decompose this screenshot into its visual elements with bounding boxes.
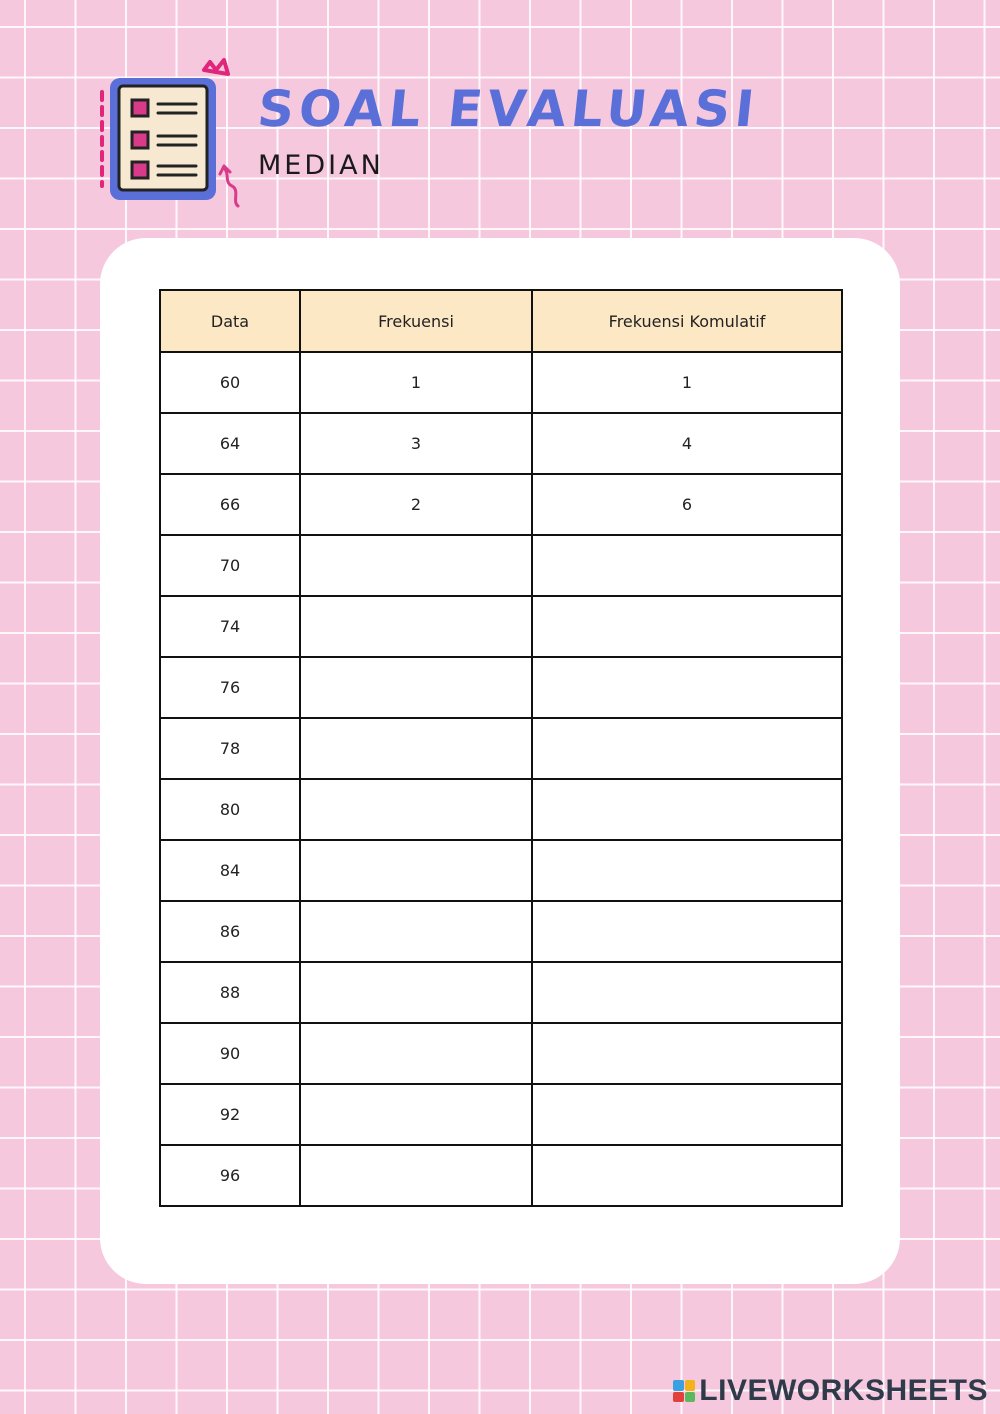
page-subtitle: MEDIAN xyxy=(258,150,384,181)
data-cell: 70 xyxy=(160,535,300,596)
frekuensi-cell[interactable] xyxy=(300,596,532,657)
kumulatif-cell[interactable] xyxy=(532,1084,842,1145)
frekuensi-cell[interactable] xyxy=(300,535,532,596)
frekuensi-cell[interactable] xyxy=(300,1023,532,1084)
data-cell: 96 xyxy=(160,1145,300,1206)
data-cell: 86 xyxy=(160,901,300,962)
frekuensi-cell[interactable] xyxy=(300,657,532,718)
kumulatif-cell[interactable] xyxy=(532,779,842,840)
data-cell: 84 xyxy=(160,840,300,901)
frekuensi-cell[interactable]: 1 xyxy=(300,352,532,413)
kumulatif-cell[interactable] xyxy=(532,840,842,901)
kumulatif-cell[interactable] xyxy=(532,596,842,657)
table-row xyxy=(160,779,842,840)
kumulatif-cell[interactable] xyxy=(532,535,842,596)
liveworksheets-brand[interactable] xyxy=(673,1376,988,1406)
frekuensi-cell[interactable] xyxy=(300,901,532,962)
table-row xyxy=(160,596,842,657)
table-row xyxy=(160,413,842,474)
frequency-table xyxy=(159,289,843,1207)
data-cell: 78 xyxy=(160,718,300,779)
table-row xyxy=(160,657,842,718)
kumulatif-cell[interactable] xyxy=(532,1023,842,1084)
data-cell: 64 xyxy=(160,413,300,474)
kumulatif-cell[interactable] xyxy=(532,962,842,1023)
table-row xyxy=(160,840,842,901)
frekuensi-cell[interactable] xyxy=(300,962,532,1023)
data-cell: 80 xyxy=(160,779,300,840)
table-row xyxy=(160,535,842,596)
table-row xyxy=(160,352,842,413)
frekuensi-cell[interactable] xyxy=(300,1145,532,1206)
kumulatif-cell[interactable] xyxy=(532,718,842,779)
data-cell: 66 xyxy=(160,474,300,535)
kumulatif-cell[interactable] xyxy=(532,1145,842,1206)
table-row xyxy=(160,901,842,962)
page-title: SOAL EVALUASI xyxy=(254,80,762,138)
table-row xyxy=(160,962,842,1023)
kumulatif-cell[interactable] xyxy=(532,901,842,962)
table-row xyxy=(160,1084,842,1145)
kumulatif-cell[interactable]: 4 xyxy=(532,413,842,474)
brand-text: LIVEWORKSHEETS xyxy=(699,1374,988,1407)
frekuensi-cell[interactable]: 2 xyxy=(300,474,532,535)
header-frekuensi: Frekuensi xyxy=(300,290,532,352)
kumulatif-cell[interactable]: 1 xyxy=(532,352,842,413)
table-header-row xyxy=(160,290,842,352)
frekuensi-cell[interactable] xyxy=(300,718,532,779)
kumulatif-cell[interactable]: 6 xyxy=(532,474,842,535)
data-cell: 90 xyxy=(160,1023,300,1084)
liveworksheets-logo-icon xyxy=(673,1380,695,1402)
frekuensi-cell[interactable] xyxy=(300,779,532,840)
checklist-icon xyxy=(96,56,246,216)
frekuensi-cell[interactable]: 3 xyxy=(300,413,532,474)
data-cell: 74 xyxy=(160,596,300,657)
data-cell: 92 xyxy=(160,1084,300,1145)
kumulatif-cell[interactable] xyxy=(532,657,842,718)
table-row xyxy=(160,718,842,779)
header-frekuensi-komulatif: Frekuensi Komulatif xyxy=(532,290,842,352)
data-cell: 76 xyxy=(160,657,300,718)
header-data: Data xyxy=(160,290,300,352)
table-row xyxy=(160,1145,842,1206)
table-row xyxy=(160,474,842,535)
worksheet-card xyxy=(100,238,900,1284)
table-row xyxy=(160,1023,842,1084)
frekuensi-cell[interactable] xyxy=(300,1084,532,1145)
data-cell: 88 xyxy=(160,962,300,1023)
data-cell: 60 xyxy=(160,352,300,413)
frekuensi-cell[interactable] xyxy=(300,840,532,901)
